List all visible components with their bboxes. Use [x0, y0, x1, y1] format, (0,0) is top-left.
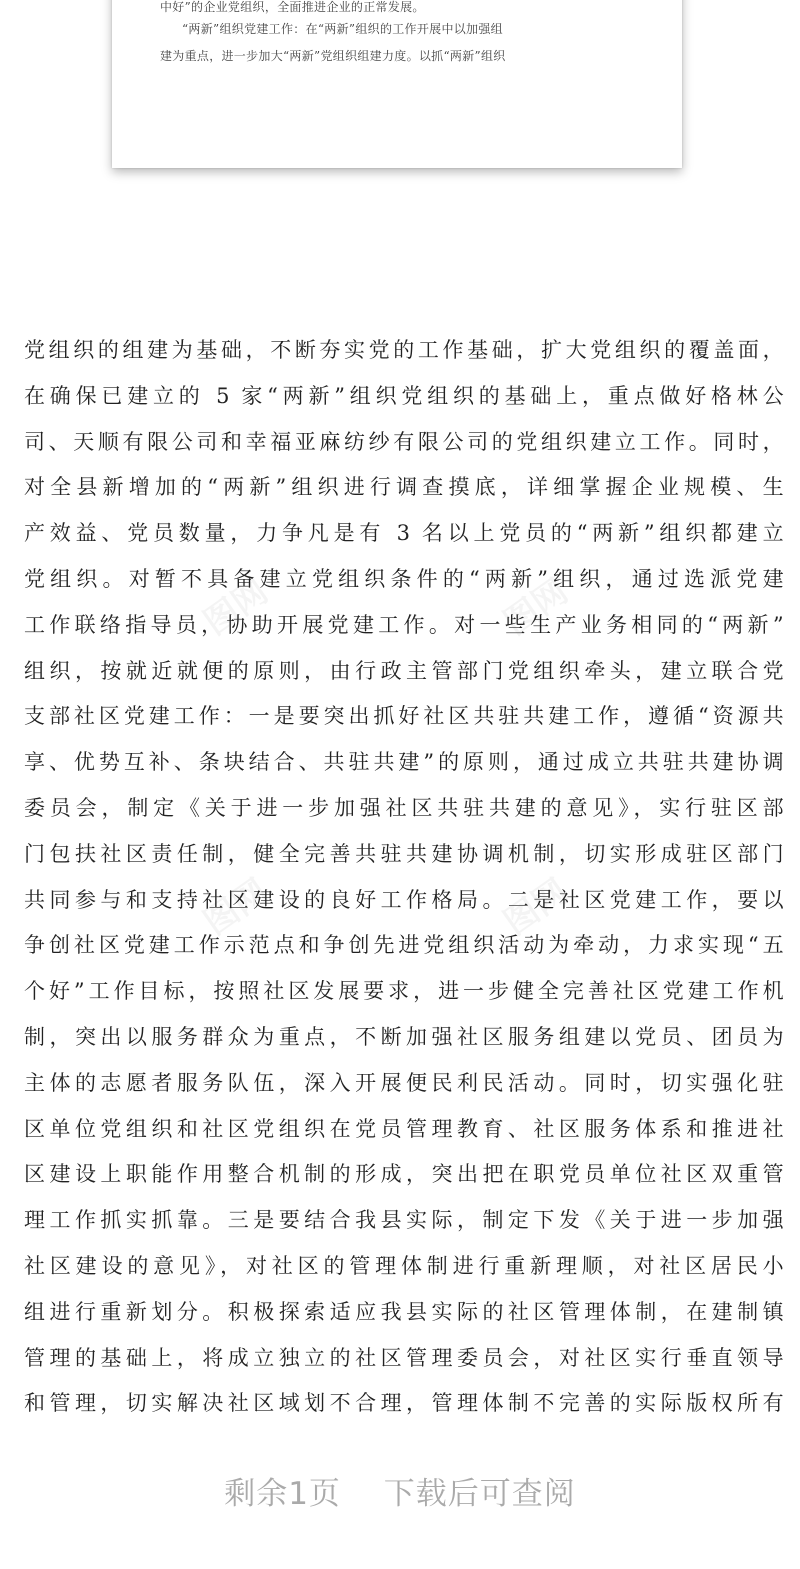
download-to-read-notice[interactable]: [0, 1468, 800, 1513]
document-line: 个好”工作目标，按照社区发展要求，进一步健全完善社区党建工作机: [24, 979, 784, 1004]
document-line: 社区建设的意见》，对社区的管理体制进行重新理顺，对社区居民小: [24, 1253, 784, 1278]
document-line: 和管理，切实解决社区域划不合理，管理体制不完善的实际版权所有: [24, 1391, 784, 1416]
document-line: 区建设上职能作用整合机制的形成，突出把在职党员单位社区双重管: [24, 1162, 784, 1187]
document-line: 对全县新增加的“两新”组织进行调查摸底，详细掌握企业规模、生: [24, 475, 784, 500]
document-line: 区单位党组织和社区党组织在党员管理教育、社区服务体系和推进社: [24, 1116, 784, 1141]
download-to-view-label[interactable]: 下载后可查阅: [383, 1476, 576, 1512]
document-line: 门包扶社区责任制，健全完善共驻共建协调机制，切实形成驻区部门: [24, 841, 784, 866]
document-line: 支部社区党建工作：一是要突出抓好社区共驻共建工作，遵循“资源共: [24, 704, 784, 729]
document-line: 党组织的组建为基础，不断夯实党的工作基础，扩大党组织的覆盖面，: [24, 338, 784, 362]
document-line: 党组织。对暂不具备建立党组织条件的“两新”组织，通过选派党建: [24, 566, 784, 591]
remaining-pages-label: 剩余1页: [224, 1476, 341, 1512]
preview-line: 中好”的企业党组织，全面推进企业的正常发展。: [160, 0, 425, 14]
document-line: 享、优势互补、条块结合、共驻共建”的原则，通过成立共驻共建协调: [24, 750, 784, 775]
document-line: 管理的基础上，将成立独立的社区管理委员会，对社区实行垂直领导: [24, 1345, 784, 1370]
document-line: 组进行重新划分。积极探索适应我县实际的社区管理体制，在建制镇: [24, 1299, 784, 1324]
document-line: 组织，按就近就便的原则，由行政主管部门党组织牵头，建立联合党: [24, 658, 784, 683]
document-line: 委员会，制定《关于进一步加强社区共驻共建的意见》，实行驻区部: [24, 795, 784, 820]
document-line: 共同参与和支持社区建设的良好工作格局。二是社区党建工作，要以: [24, 887, 784, 912]
document-line: 理工作抓实抓靠。三是要结合我县实际，制定下发《关于进一步加强: [24, 1208, 784, 1233]
document-line: 司、天顺有限公司和幸福亚麻纺纱有限公司的党组织建立工作。同时，: [24, 429, 784, 454]
document-line: 主体的志愿者服务队伍，深入开展便民利民活动。同时，切实强化驻: [24, 1070, 784, 1095]
preview-line: 建为重点，进一步加大“两新”党组织组建力度。以抓“两新”组织: [160, 49, 506, 63]
document-line: 产效益、党员数量，力争凡是有 3 名以上党员的“两新”组织都建立: [24, 521, 784, 546]
preview-line: “两新”组织党建工作：在“两新”组织的工作开展中以加强组: [182, 22, 503, 36]
previous-page-preview: [112, 0, 682, 168]
document-line: 制，突出以服务群众为重点，不断加强社区服务组建以党员、团员为: [24, 1024, 784, 1049]
document-line: 在确保已建立的 5 家“两新”组织党组织的基础上，重点做好格林公: [24, 383, 784, 408]
document-line: 争创社区党建工作示范点和争创先进党组织活动为牵动，力求实现“五: [24, 933, 784, 958]
document-body: [24, 328, 784, 1427]
document-line: 工作联络指导员，协助开展党建工作。对一些生产业务相同的“两新”: [24, 612, 784, 637]
